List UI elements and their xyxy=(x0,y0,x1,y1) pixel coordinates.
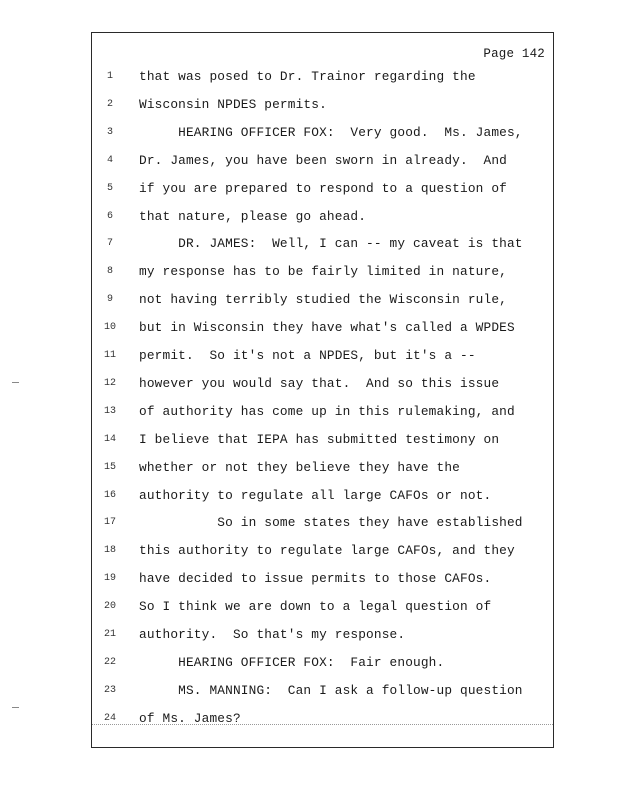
line-number: 19 xyxy=(103,573,116,585)
line-number: 11 xyxy=(103,350,116,361)
transcript-line: that was posed to Dr. Trainor regarding the xyxy=(139,69,476,84)
transcript-line: authority to regulate all large CAFOs or not. xyxy=(139,487,492,503)
transcript-line: of authority has come up in this rulemaking, and xyxy=(139,403,515,419)
line-number: 2 xyxy=(106,98,113,110)
line-number: 23 xyxy=(103,684,116,696)
transcript-line: authority. So that's my response. xyxy=(139,627,406,642)
line-number: 13 xyxy=(103,405,116,417)
line-number: 16 xyxy=(103,489,116,501)
line-number: 14 xyxy=(103,433,116,445)
transcript-line: So I think we are down to a legal question of xyxy=(139,599,492,615)
line-number: 15 xyxy=(103,461,116,473)
transcript-line: So in some states they have established xyxy=(139,515,523,531)
transcript-line: whether or not they believe they have the xyxy=(139,459,461,475)
transcript-line: however you would say that. And so this issue xyxy=(139,375,500,391)
transcript-line: of Ms. James? xyxy=(139,710,241,726)
line-number: 4 xyxy=(106,154,113,166)
transcript-line: permit. So it's not a NPDES, but it's a -- xyxy=(139,348,476,363)
transcript-line: have decided to issue permits to those CAFOs. xyxy=(139,571,492,587)
transcript-page xyxy=(91,32,554,748)
transcript-line: not having terribly studied the Wisconsin rule, xyxy=(139,292,507,308)
page-number: Page 142 xyxy=(483,47,545,61)
transcript-line: if you are prepared to respond to a question of xyxy=(139,180,507,196)
line-number: 9 xyxy=(106,294,113,306)
transcript-line: Wisconsin NPDES permits. xyxy=(139,96,327,112)
transcript-line: HEARING OFFICER FOX: Fair enough. xyxy=(139,654,445,670)
line-number: 20 xyxy=(103,601,116,613)
line-number: 22 xyxy=(103,656,116,668)
transcript-line: DR. JAMES: Well, I can -- my caveat is that xyxy=(139,236,523,252)
line-number: 1 xyxy=(106,71,113,82)
bottom-rule xyxy=(92,724,553,725)
transcript-line: but in Wisconsin they have what's called a WPDES xyxy=(139,320,515,336)
left-margin-mark xyxy=(12,382,19,383)
transcript-line: this authority to regulate large CAFOs, and they xyxy=(139,543,515,559)
line-number: 5 xyxy=(106,182,113,194)
transcript-line: Dr. James, you have been sworn in already. And xyxy=(139,152,507,168)
line-number: 21 xyxy=(103,629,116,640)
line-number: 7 xyxy=(106,238,113,250)
line-number: 3 xyxy=(106,126,113,138)
transcript-line: my response has to be fairly limited in nature, xyxy=(139,264,507,280)
left-margin-mark xyxy=(12,707,19,708)
transcript-line: MS. MANNING: Can I ask a follow-up question xyxy=(139,682,523,698)
line-number: 18 xyxy=(103,545,116,557)
transcript-line: that nature, please go ahead. xyxy=(139,208,367,224)
line-number: 24 xyxy=(103,712,116,724)
transcript-line: HEARING OFFICER FOX: Very good. Ms. James, xyxy=(139,124,523,140)
line-number: 12 xyxy=(103,377,116,389)
line-number: 8 xyxy=(106,266,113,278)
line-number: 10 xyxy=(103,322,116,334)
line-number: 17 xyxy=(103,517,116,529)
line-number: 6 xyxy=(106,210,113,222)
transcript-line: I believe that IEPA has submitted testimony on xyxy=(139,431,500,447)
